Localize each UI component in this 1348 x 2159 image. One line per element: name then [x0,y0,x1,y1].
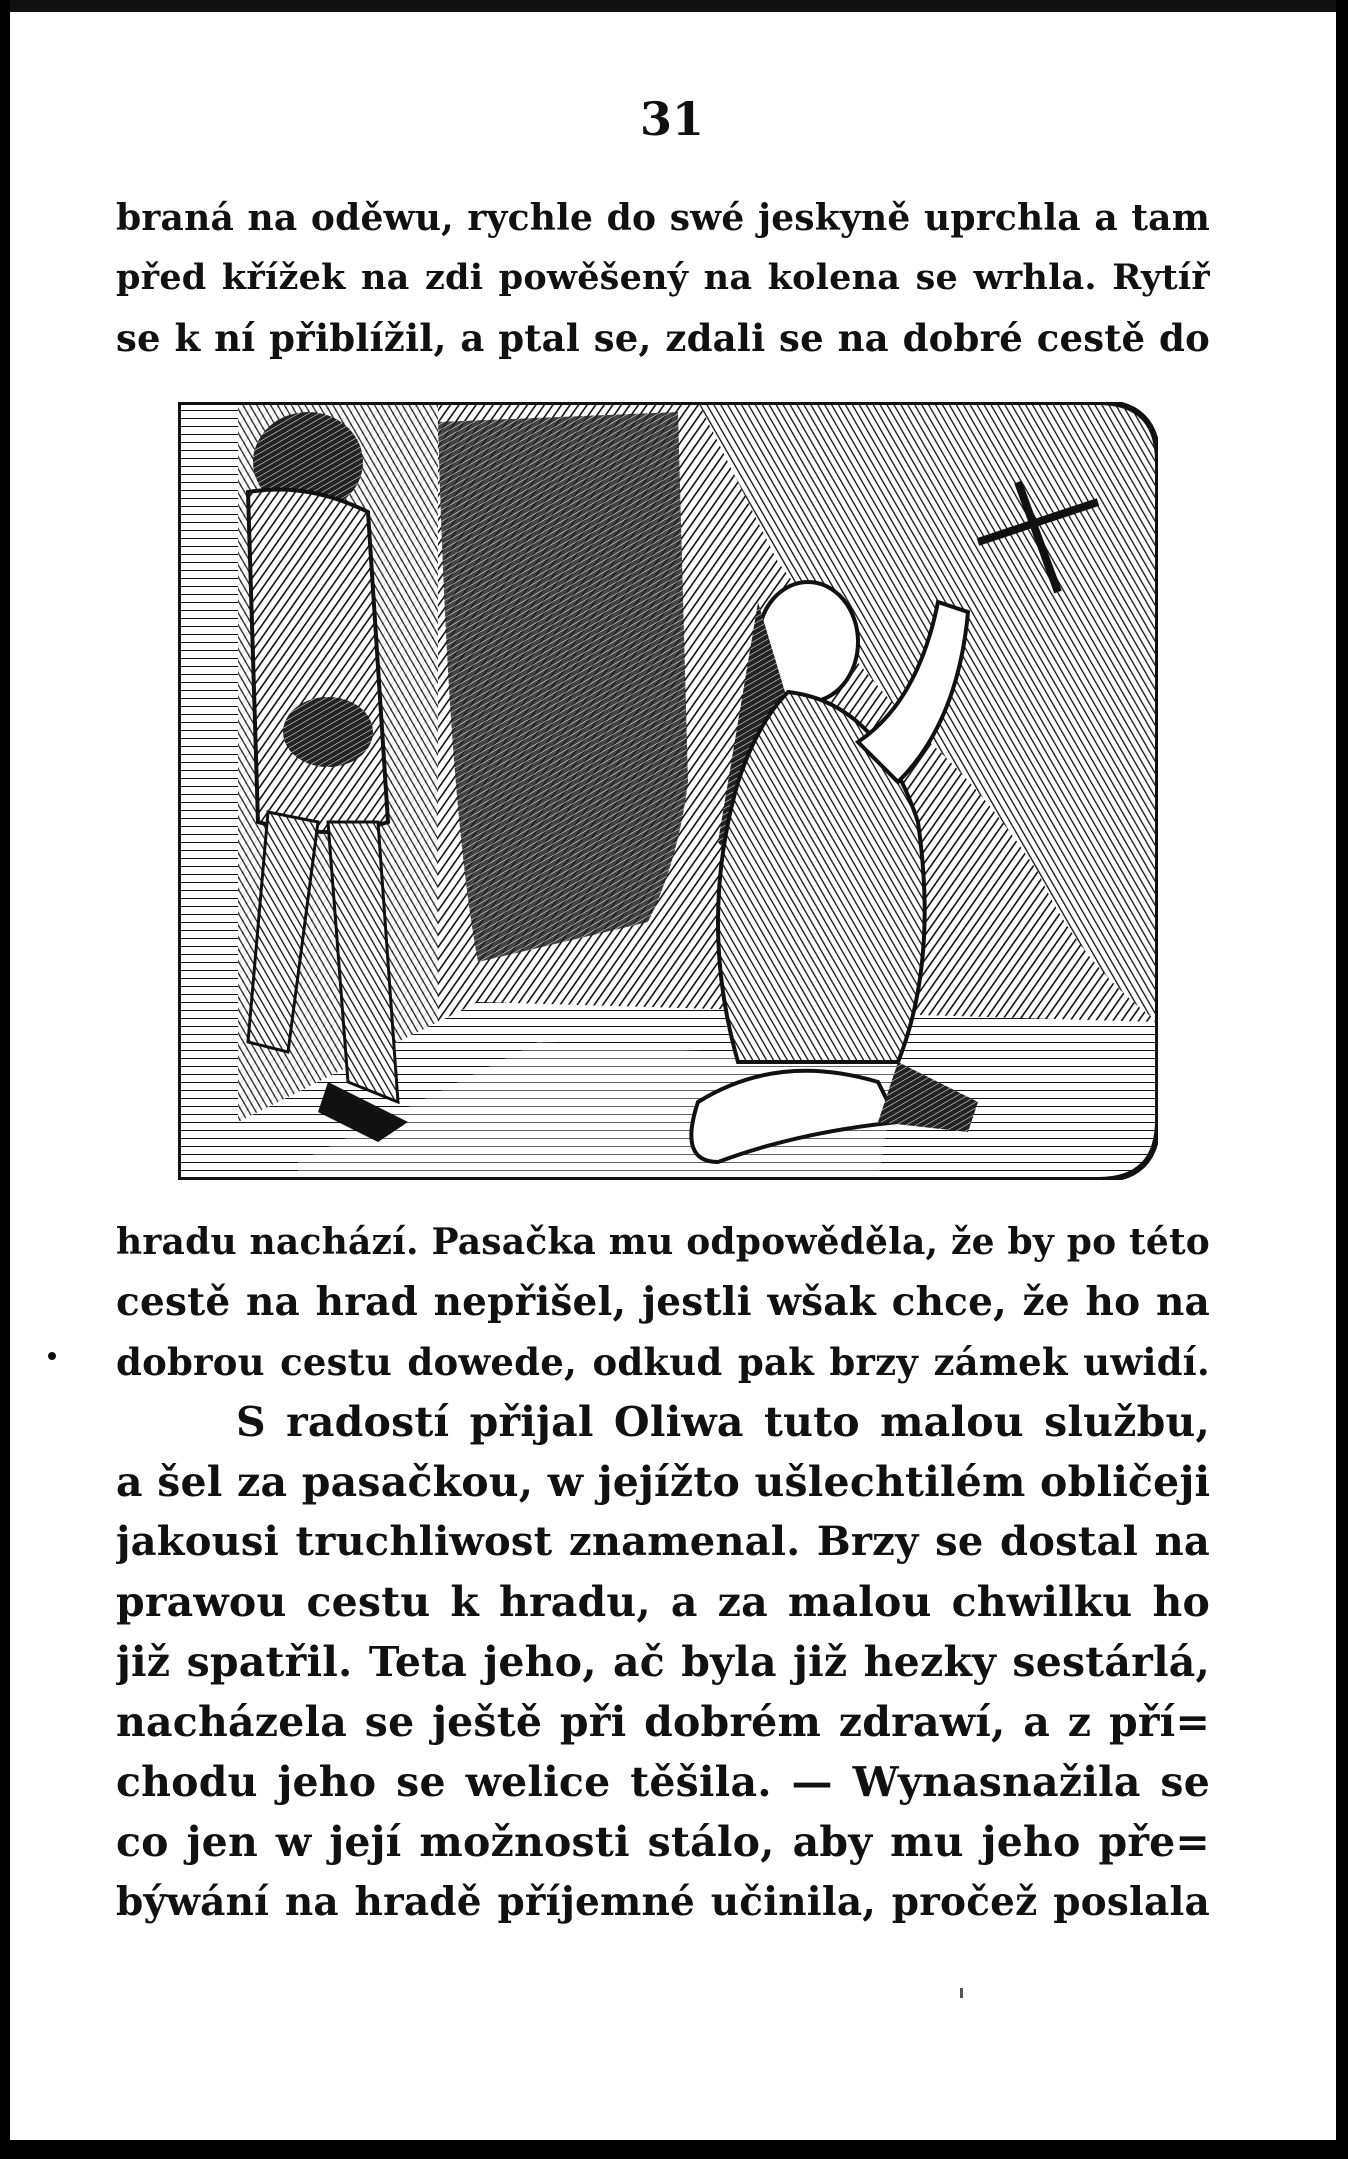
text-line: chodu jeho se welice těšila. — Wynasnažila se [116,1758,1210,1806]
page-number: 31 [640,92,705,146]
text-line: braná na oděwu, rychle do swé jeskyně uprchla a tam [116,197,1210,239]
woodcut-illustration-svg [178,402,1158,1180]
ink-mark [960,1988,963,1998]
text-line-indented: S radostí přijal Oliwa tuto malou službu, [236,1398,1210,1446]
door-frame [178,402,238,1180]
text-line: se k ní přiblížil, a ptal se, zdali se na dobré cestě do [116,316,1210,360]
woodcut-illustration [178,402,1158,1180]
text-line: co jen w její možnosti stálo, aby mu jeho pře= [116,1818,1210,1866]
page-bottom-edge [0,2140,1348,2159]
text-line: dobrou cestu dowede, odkud pak brzy zámek uwidí. [116,1340,1210,1384]
page-right-edge [1336,0,1348,2159]
text-block-bottom [116,1212,1210,1932]
text-line: hradu nachází. Pasačka mu odpowěděla, že by po této [116,1221,1210,1263]
text-line: před křížek na zdi powěšený na kolena se wrhla. Rytíř [116,257,1210,298]
page-left-edge [0,0,10,2159]
text-line: prawou cestu k hradu, a za malou chwilku ho [116,1578,1210,1626]
text-line: již spatřil. Teta jeho, ač byla již hezky sestárlá, [116,1638,1210,1686]
text-line: cestě na hrad nepřišel, jestli wšak chce, že ho na [116,1279,1210,1325]
text-line: jakousi truchliwost znamenal. Brzy se dostal na [116,1518,1210,1565]
cave-rock-pillar [438,412,688,962]
text-line: a šel za pasačkou, w jejížto ušlechtilém obličeji [116,1458,1210,1506]
ink-speck [48,1352,56,1360]
text-line: býwání na hradě příjemné učinila, pročež poslala [116,1879,1210,1925]
text-line: nacházela se ještě při dobrém zdrawí, a z pří= [116,1698,1210,1746]
text-block-top [116,188,1210,368]
page-top-edge [0,0,1348,12]
